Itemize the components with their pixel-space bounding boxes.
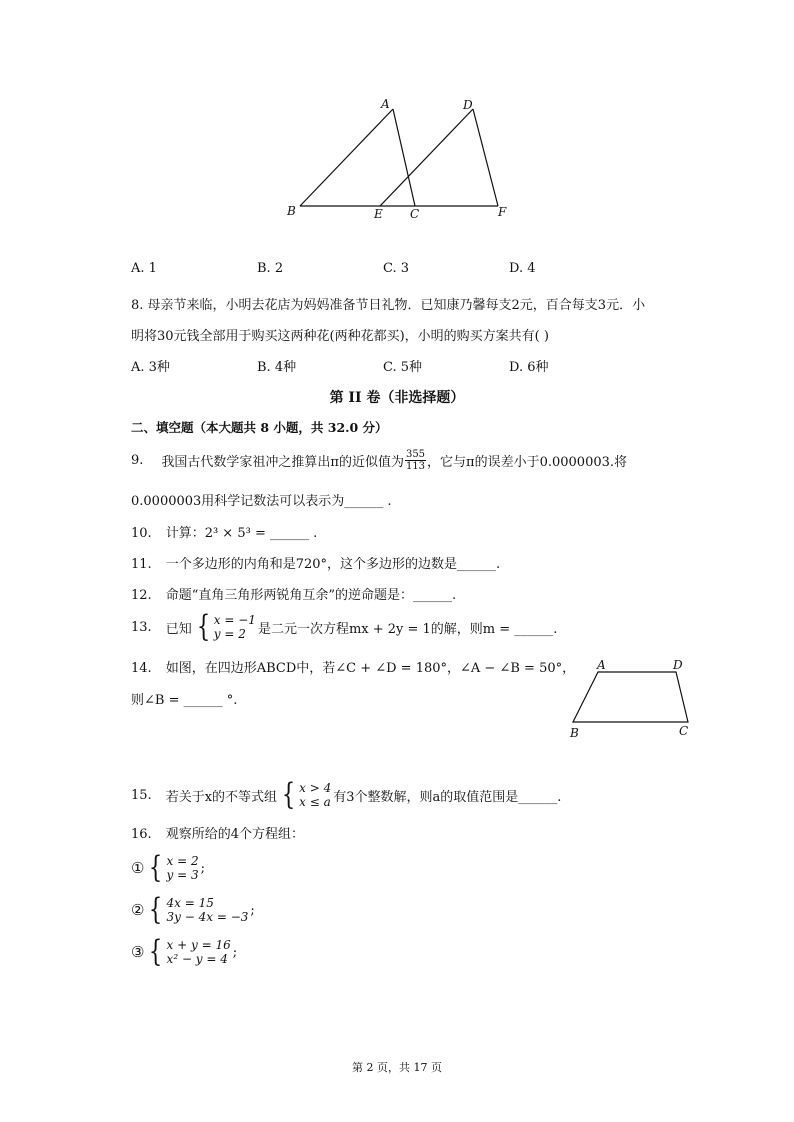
system-2-brace: { 4x = 15 3y − 4x = −3 (149, 892, 249, 927)
q16-num: 16. (131, 827, 152, 842)
q15-post: 有3个整数解，则a的取值范围是______. (333, 789, 562, 805)
q13-pre: 已知 (165, 621, 192, 637)
q10-text: 计算：2³ × 5³ = ______ . (165, 526, 318, 541)
figure-triangles (280, 95, 520, 225)
q7-option-c: C. 3 (383, 261, 410, 276)
q13-system: { x = −1 y = 2 (196, 609, 256, 644)
q13-post: 是二元一次方程mx + 2y = 1的解，则m = ______. (257, 621, 558, 637)
q8-option-b: B. 4种 (257, 360, 297, 375)
q11-text: 一个多边形的内角和是720°，这个多边形的边数是______. (165, 557, 501, 572)
system-1 (131, 851, 205, 885)
q15-row2: x ≤ a (299, 795, 331, 809)
system-1-brace: { x = 2 y = 3 (149, 850, 199, 885)
q9-frac-num: 355 (405, 448, 426, 460)
q15-row1: x > 4 (299, 781, 332, 795)
q8-option-a: A. 3种 (131, 360, 170, 375)
system-2-end: ; (250, 902, 255, 918)
q14-line1: 如图，在四边形ABCD中，若∠C + ∠D = 180°，∠A − ∠B = 50°， (165, 661, 576, 676)
q11 (131, 553, 500, 572)
q16-text: 观察所给的4个方程组： (165, 827, 304, 842)
system-3 (131, 935, 237, 969)
q8-line1: 8. 母亲节来临，小明去花店为妈妈准备节日礼物．已知康乃馨每支2元，百合每支3元．小 (131, 298, 646, 313)
part2-title: 第 II 卷（非选择题） (329, 390, 465, 406)
q11-num: 11. (131, 557, 152, 572)
q10-num: 10. (131, 526, 152, 541)
q15-pre: 若关于x的不等式组 (165, 789, 278, 805)
system-3-mark: ③ (131, 943, 145, 961)
section2-title: 二、填空题（本大题共 8 小题，共 32.0 分） (131, 420, 388, 435)
q9-frac-den: 113 (405, 460, 426, 472)
system-1-mark: ① (131, 859, 145, 877)
fig1-label-b: B (287, 204, 296, 218)
q12-text: 命题“直角三角形两锐角互余”的逆命题是：______. (165, 588, 457, 603)
q7-option-a: A. 1 (131, 261, 157, 276)
q14-line2: 则∠B = ______ °. (131, 693, 238, 708)
system-3-brace: { x + y = 16 x² − y = 4 (149, 934, 231, 969)
system-1-end: ; (200, 860, 206, 876)
system-2 (131, 893, 255, 927)
q10 (131, 522, 317, 541)
system-3-end: ; (232, 944, 238, 960)
fig2-label-c: C (679, 724, 689, 738)
fig1-label-a: A (381, 97, 390, 111)
q15-num: 15. (131, 787, 152, 803)
fig1-label-c: C (410, 207, 420, 221)
q12-num: 12. (131, 588, 152, 603)
system-1-row2: y = 3 (166, 868, 199, 882)
figure-quadrilateral (565, 655, 700, 740)
system-3-row1: x + y = 16 (166, 938, 231, 952)
fig1-label-e: E (374, 207, 383, 221)
q9-pre: 我国古代数学家祖冲之推算出π的近似值为 (161, 454, 404, 470)
system-2-row1: 4x = 15 (166, 896, 214, 910)
q15 (131, 778, 561, 812)
system-2-row2: 3y − 4x = −3 (166, 910, 249, 924)
q9-num: 9. (131, 452, 144, 468)
fig1-label-f: F (498, 205, 507, 219)
q9 (131, 444, 627, 476)
fig2-label-b: B (570, 726, 579, 740)
system-3-row2: x² − y = 4 (166, 952, 228, 966)
fig2-label-a: A (597, 658, 606, 672)
q7-option-b: B. 2 (257, 261, 284, 276)
q13 (131, 610, 557, 644)
q13-num: 13. (131, 619, 152, 635)
q8-option-c: C. 5种 (383, 360, 423, 375)
q14 (131, 657, 575, 676)
fig2-label-d: D (673, 658, 683, 672)
page-footer: 第 2 页，共 17 页 (352, 1061, 442, 1074)
q9-line2: 0.0000003用科学记数法可以表示为______ . (131, 494, 392, 509)
q8-line2: 明将30元钱全部用于购买这两种花(两种花都买)，小明的购买方案共有( ) (131, 329, 549, 344)
q14-num: 14. (131, 661, 152, 676)
q13-row2: y = 2 (213, 627, 246, 641)
q8-option-d: D. 6种 (509, 360, 549, 375)
q9-fraction (405, 449, 426, 472)
q9-post: ，它与π的误差小于0.0000003.将 (427, 454, 628, 470)
q7-option-d: D. 4 (509, 261, 536, 276)
system-1-row1: x = 2 (166, 854, 199, 868)
q15-system: { x > 4 x ≤ a (281, 777, 332, 812)
fig1-label-d: D (463, 98, 473, 112)
system-2-mark: ② (131, 901, 145, 919)
q12 (131, 584, 456, 603)
q13-row1: x = −1 (213, 613, 256, 627)
q16 (131, 823, 304, 842)
